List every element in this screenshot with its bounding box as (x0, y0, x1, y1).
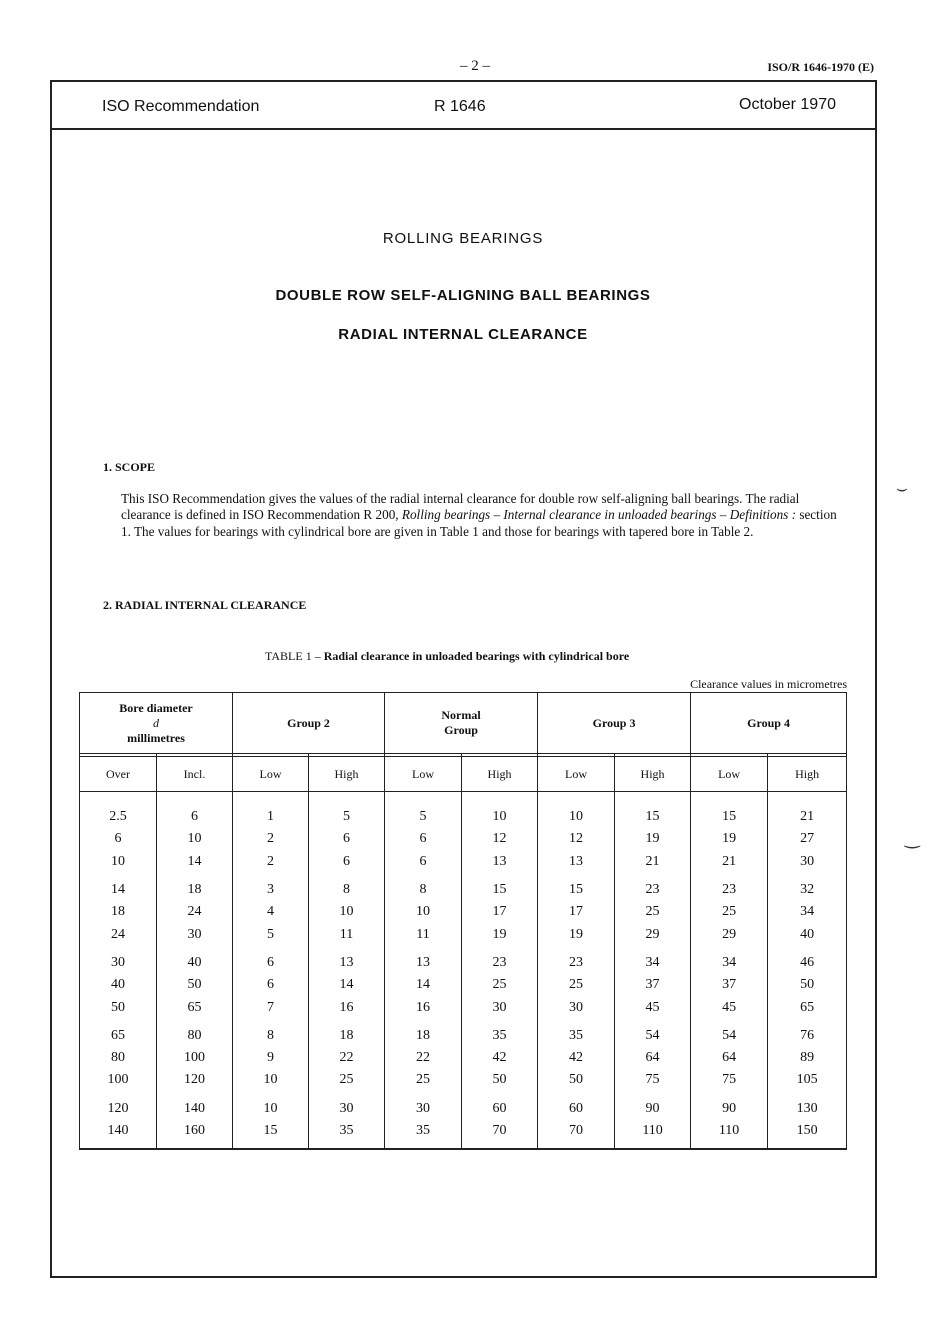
table-cell: 21 (768, 806, 847, 828)
subheader-cell: Low (385, 757, 462, 792)
scope-paragraph (121, 491, 841, 540)
subheader-cell: Low (233, 757, 309, 792)
table-cell: 23 (691, 879, 768, 901)
table-cell: 6 (309, 851, 385, 873)
table-cell: 45 (615, 996, 691, 1018)
table-cell: 4 (233, 901, 309, 923)
margin-mark: ‿ (905, 828, 920, 848)
table-cell: 10 (80, 851, 157, 873)
table-cell: 15 (462, 879, 538, 901)
table-cell: 23 (538, 952, 615, 974)
table-cell: 64 (615, 1047, 691, 1069)
table-row (80, 1069, 847, 1091)
table-cell: 14 (309, 974, 385, 996)
table-cell: 21 (691, 851, 768, 873)
table-cell: 40 (768, 923, 847, 945)
table-cell: 24 (80, 923, 157, 945)
table-cell: 13 (309, 952, 385, 974)
table-row (80, 952, 847, 974)
table-cell: 140 (80, 1120, 157, 1142)
table-cell: 30 (462, 996, 538, 1018)
table-cell: 65 (768, 996, 847, 1018)
table-cell: 45 (691, 996, 768, 1018)
table-cell: 27 (768, 828, 847, 850)
title-radial-clearance: RADIAL INTERNAL CLEARANCE (338, 326, 588, 343)
subheader-cell: High (768, 757, 847, 792)
table-cell: 2 (233, 851, 309, 873)
table-cell: 76 (768, 1025, 847, 1047)
table-cell: 8 (385, 879, 462, 901)
table-cell: 7 (233, 996, 309, 1018)
header-iso-recommendation: ISO Recommendation (102, 98, 260, 115)
table-cell: 15 (233, 1120, 309, 1142)
table-cell: 12 (462, 828, 538, 850)
table-cell: 50 (768, 974, 847, 996)
table-cell: 6 (80, 828, 157, 850)
subheader-cell: Incl. (157, 757, 233, 792)
table-row (80, 974, 847, 996)
table-cell: 18 (157, 879, 233, 901)
subheader-cell: Over (80, 757, 157, 792)
table-cell: 34 (615, 952, 691, 974)
table-cell: 23 (615, 879, 691, 901)
table-row (80, 879, 847, 901)
table-cell: 6 (233, 952, 309, 974)
table-cell: 19 (691, 828, 768, 850)
table-cell: 30 (538, 996, 615, 1018)
table-cell: 6 (233, 974, 309, 996)
table-cell: 105 (768, 1069, 847, 1091)
table-cell: 30 (80, 952, 157, 974)
table-cell: 89 (768, 1047, 847, 1069)
table-cell: 5 (309, 806, 385, 828)
table-caption (265, 649, 629, 664)
table-cell: 18 (385, 1025, 462, 1047)
table-cell: 46 (768, 952, 847, 974)
table-cell: 34 (691, 952, 768, 974)
table-cell: 17 (462, 901, 538, 923)
table-cell: 64 (691, 1047, 768, 1069)
table-cell: 25 (691, 901, 768, 923)
table-cell: 15 (615, 806, 691, 828)
table-cell: 80 (157, 1025, 233, 1047)
table-cell: 150 (768, 1120, 847, 1142)
table-cell: 14 (385, 974, 462, 996)
table-cell: 75 (691, 1069, 768, 1091)
table-cell: 50 (538, 1069, 615, 1091)
group-4-header: Group 4 (691, 693, 847, 754)
table-cell: 16 (309, 996, 385, 1018)
table-cell: 23 (462, 952, 538, 974)
table-cell: 12 (538, 828, 615, 850)
table-cell: 19 (462, 923, 538, 945)
clearance-heading: 2. RADIAL INTERNAL CLEARANCE (103, 598, 307, 612)
table-cell: 2.5 (80, 806, 157, 828)
table-cell: 8 (233, 1025, 309, 1047)
table-cell: 60 (462, 1098, 538, 1120)
table-cell: 54 (691, 1025, 768, 1047)
table-cell: 3 (233, 879, 309, 901)
table-cell: 70 (538, 1120, 615, 1142)
table-cell: 6 (157, 806, 233, 828)
bore-header-unit: millimetres (127, 730, 185, 745)
group-2-header: Group 2 (233, 693, 385, 754)
table-cell: 50 (462, 1069, 538, 1091)
table-cell: 21 (615, 851, 691, 873)
table-cell: 30 (768, 851, 847, 873)
table-cell: 100 (80, 1069, 157, 1091)
scope-text-italic: Rolling bearings – Internal clearance in unloaded bearings – Definitions : (401, 507, 797, 523)
table-cell: 35 (538, 1025, 615, 1047)
table-cell: 37 (615, 974, 691, 996)
subheader-cell: Low (691, 757, 768, 792)
table-cell: 40 (157, 952, 233, 974)
table-group-header-row (80, 693, 847, 754)
table-cell: 35 (385, 1120, 462, 1142)
table-cell: 35 (462, 1025, 538, 1047)
table-caption-prefix: TABLE 1 – (265, 649, 324, 663)
table-cell: 11 (309, 923, 385, 945)
table-cell: 15 (691, 806, 768, 828)
subheader-cell: Low (538, 757, 615, 792)
margin-mark: ⌣ (896, 478, 908, 498)
table-row (80, 828, 847, 850)
table-cell: 34 (768, 901, 847, 923)
clearance-table (79, 692, 847, 1150)
table-cell: 130 (768, 1098, 847, 1120)
table-cell: 11 (385, 923, 462, 945)
bore-header-line1: Bore diameter (119, 700, 193, 715)
subheader-cell: High (462, 757, 538, 792)
normal-group-line2: Group (444, 723, 478, 737)
table-cell: 8 (309, 879, 385, 901)
table-cell: 16 (385, 996, 462, 1018)
table-cell: 40 (80, 974, 157, 996)
scope-text-part-b: section 1. The values for bearings with cylindrical bore are given in Table 1 and those for bearings with tapered bore in Table 2. (121, 507, 837, 539)
normal-group-line1: Normal (441, 708, 481, 722)
table-cell: 100 (157, 1047, 233, 1069)
table-cell: 120 (157, 1069, 233, 1091)
table-cell: 13 (538, 851, 615, 873)
table-cell: 70 (462, 1120, 538, 1142)
table-cell: 35 (309, 1120, 385, 1142)
table-row (80, 1120, 847, 1142)
table-cell: 60 (538, 1098, 615, 1120)
table-cell: 29 (691, 923, 768, 945)
table-cell: 22 (309, 1047, 385, 1069)
table-cell: 19 (615, 828, 691, 850)
table-row (80, 1025, 847, 1047)
table-cell: 80 (80, 1047, 157, 1069)
scope-text-part-a: This ISO Recommendation gives the values of the radial internal clearance for double row self-aligning ball bearings. The radial clearance is defined in ISO Recommendation R 200, (121, 491, 800, 523)
table-cell: 32 (768, 879, 847, 901)
table-cell: 160 (157, 1120, 233, 1142)
table-cell: 110 (615, 1120, 691, 1142)
table-cell: 1 (233, 806, 309, 828)
table-row (80, 901, 847, 923)
table-cell: 10 (385, 901, 462, 923)
table-cell: 90 (615, 1098, 691, 1120)
bore-header-symbol: d (153, 715, 159, 730)
table-cell: 42 (462, 1047, 538, 1069)
title-double-row-bearings: DOUBLE ROW SELF-ALIGNING BALL BEARINGS (275, 287, 651, 304)
table-cell: 65 (80, 1025, 157, 1047)
table-caption-title: Radial clearance in unloaded bearings with cylindrical bore (323, 649, 630, 663)
group-3-header: Group 3 (538, 693, 691, 754)
normal-group-header (385, 693, 538, 754)
table-cell: 5 (233, 923, 309, 945)
table-cell: 19 (538, 923, 615, 945)
table-row (80, 996, 847, 1018)
table-body (80, 792, 847, 1150)
table-cell: 54 (615, 1025, 691, 1047)
table-row (80, 851, 847, 873)
table-cell: 110 (691, 1120, 768, 1142)
table-cell: 25 (385, 1069, 462, 1091)
table-cell: 22 (385, 1047, 462, 1069)
table-cell: 10 (462, 806, 538, 828)
table-row (80, 1098, 847, 1120)
subheader-cell: High (615, 757, 691, 792)
header-date: October 1970 (739, 96, 836, 113)
table-cell: 90 (691, 1098, 768, 1120)
table-subheader-row (80, 757, 847, 792)
table-cell: 6 (385, 828, 462, 850)
table-cell: 29 (615, 923, 691, 945)
table-cell: 75 (615, 1069, 691, 1091)
table-cell: 30 (157, 923, 233, 945)
table-cell: 10 (233, 1098, 309, 1120)
table-cell: 6 (309, 828, 385, 850)
table-cell: 14 (80, 879, 157, 901)
scope-heading: 1. SCOPE (103, 460, 156, 474)
table-cell: 37 (691, 974, 768, 996)
table-cell: 30 (309, 1098, 385, 1120)
document-reference: ISO/R 1646-1970 (E) (767, 60, 874, 74)
bore-diameter-header (80, 693, 233, 754)
table-row (80, 923, 847, 945)
table-cell: 65 (157, 996, 233, 1018)
title-rolling-bearings: ROLLING BEARINGS (382, 230, 544, 247)
table-cell: 2 (233, 828, 309, 850)
subheader-cell: High (309, 757, 385, 792)
table-cell: 140 (157, 1098, 233, 1120)
table-cell: 50 (80, 996, 157, 1018)
header-document-number: R 1646 (434, 98, 486, 115)
table-cell: 25 (462, 974, 538, 996)
table-cell: 18 (309, 1025, 385, 1047)
table-cell: 120 (80, 1098, 157, 1120)
table-cell: 24 (157, 901, 233, 923)
table-cell: 5 (385, 806, 462, 828)
table-row (80, 1047, 847, 1069)
page-number: – 2 – (460, 58, 490, 74)
units-note: Clearance values in micrometres (690, 677, 847, 691)
table-cell: 25 (309, 1069, 385, 1091)
table-cell: 15 (538, 879, 615, 901)
table-cell: 18 (80, 901, 157, 923)
table-cell: 25 (615, 901, 691, 923)
table-cell: 13 (462, 851, 538, 873)
table-cell: 14 (157, 851, 233, 873)
table-cell: 13 (385, 952, 462, 974)
table-cell: 17 (538, 901, 615, 923)
table-cell: 10 (157, 828, 233, 850)
table-cell: 25 (538, 974, 615, 996)
table-cell: 6 (385, 851, 462, 873)
table-row (80, 806, 847, 828)
table-cell: 10 (538, 806, 615, 828)
table-cell: 50 (157, 974, 233, 996)
table-cell: 9 (233, 1047, 309, 1069)
table-cell: 42 (538, 1047, 615, 1069)
table-cell: 10 (309, 901, 385, 923)
table-cell: 30 (385, 1098, 462, 1120)
table-cell: 10 (233, 1069, 309, 1091)
